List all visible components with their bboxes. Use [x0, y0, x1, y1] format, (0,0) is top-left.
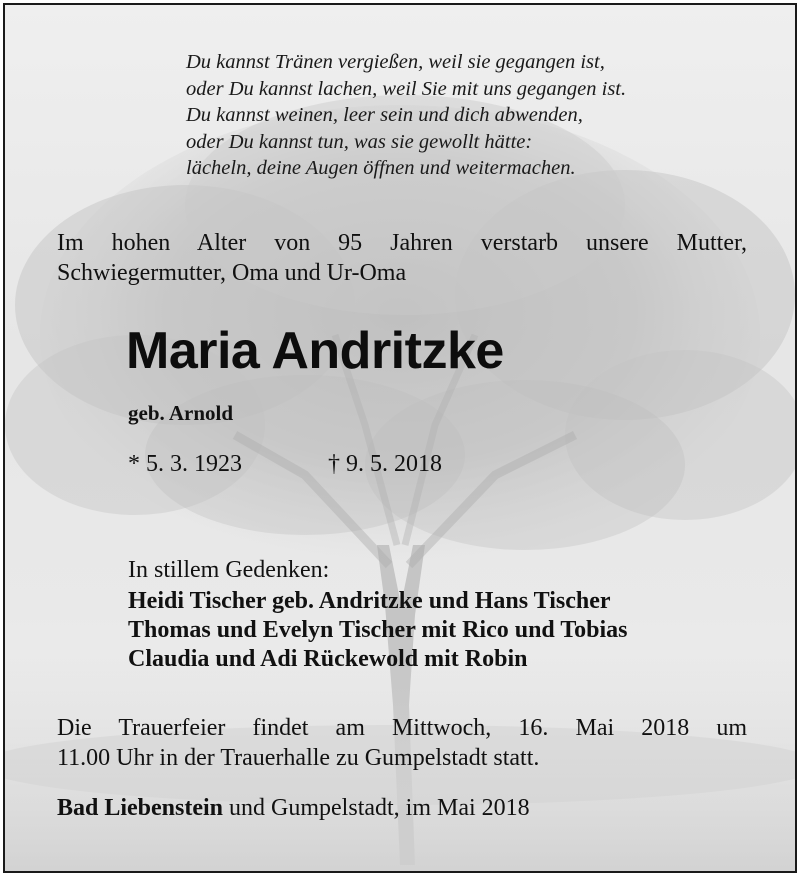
death-date: † 9. 5. 2018	[328, 451, 442, 477]
announcement-line: Schwiegermutter, Oma und Ur-Oma	[57, 260, 407, 286]
mourner-line: Heidi Tischer geb. Andritzke und Hans Tischer	[128, 588, 611, 614]
place-and-date	[57, 793, 530, 823]
poem-line: oder Du kannst tun, was sie gewollt hätte:	[186, 130, 533, 153]
announcement-line: Im hohen Alter von 95 Jahren verstarb unsere Mutter,	[57, 230, 747, 256]
service-line: Die Trauerfeier findet am Mittwoch, 16. Mai 2018 um	[57, 715, 747, 741]
poem-line: oder Du kannst lachen, weil Sie mit uns gegangen ist.	[186, 77, 627, 100]
place-rest: und Gumpelstadt, im Mai 2018	[223, 795, 530, 821]
obituary-notice	[3, 3, 797, 873]
deceased-name: Maria Andritzke	[126, 322, 504, 380]
maiden-name: geb. Arnold	[128, 401, 234, 425]
death-announcement	[57, 228, 747, 288]
place-bold: Bad Liebenstein	[57, 795, 224, 821]
poem-line: Du kannst Tränen vergießen, weil sie gegangen ist,	[186, 51, 605, 73]
poem-line: Du kannst weinen, leer sein und dich abwenden,	[186, 104, 583, 126]
service-line: 11.00 Uhr in der Trauerhalle zu Gumpelstadt statt.	[57, 745, 540, 771]
birth-date: * 5. 3. 1923	[128, 451, 242, 477]
poem-line: lächeln, deine Augen öffnen und weitermachen.	[186, 157, 576, 179]
mourner-line: Claudia und Adi Rückewold mit Robin	[128, 646, 528, 672]
funeral-service-info	[57, 713, 747, 773]
mourners-list	[128, 587, 628, 674]
poem	[186, 49, 626, 182]
mourner-line: Thomas und Evelyn Tischer mit Rico und Tobias	[128, 617, 628, 643]
memorial-label: In stillem Gedenken:	[128, 557, 330, 583]
